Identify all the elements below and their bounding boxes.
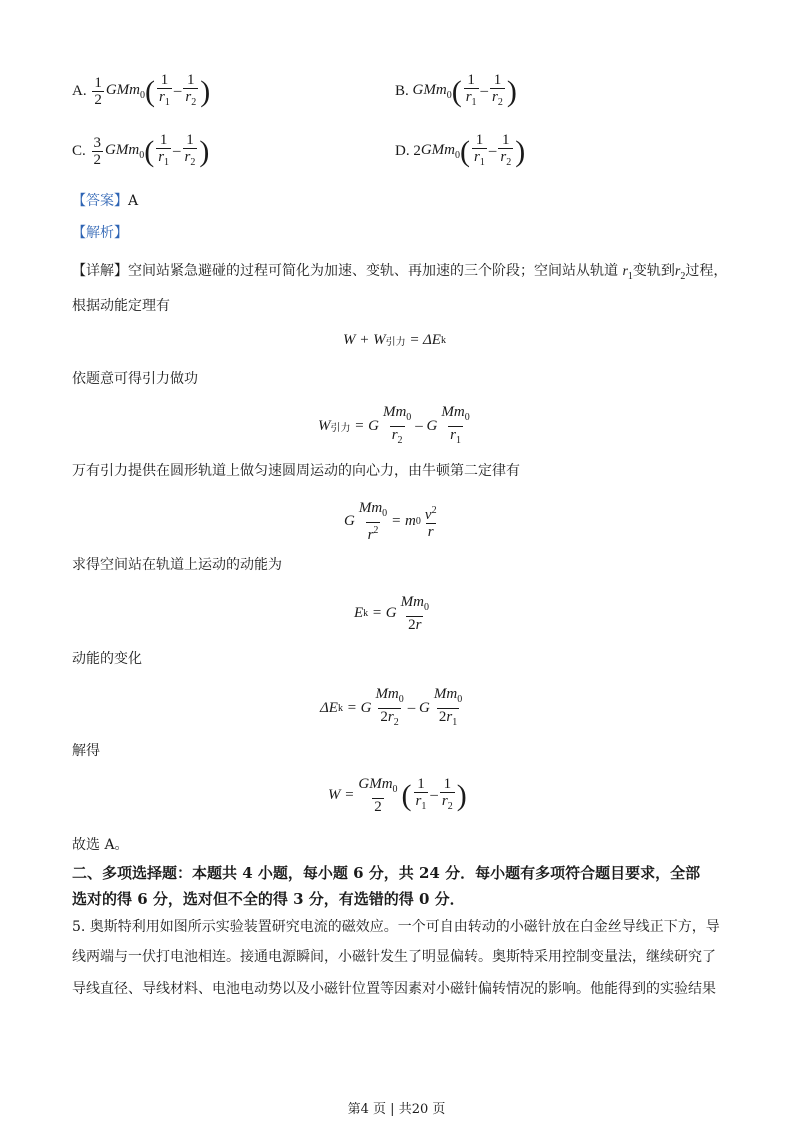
footer-total: 共20 页	[398, 1102, 446, 1117]
option-d: D. 2 GMm$_0$ ( $\frac{1}{r_1}$ – $\frac{1}{r_2}$ )	[395, 132, 525, 171]
detail-line-7: 解得	[72, 743, 100, 759]
detail-line-8: 故选 A。	[72, 837, 129, 853]
detail-line-5: 求得空间站在轨道上运动的动能为	[72, 557, 282, 573]
equation-kinetic-energy: E k = G $\frac{Mm_0}{2r}$	[354, 594, 429, 633]
option-d-label: D.	[395, 143, 410, 159]
option-b: B. GMm$_0$ ( $\frac{1}{r_1}$ – $\frac{1}{r_2}$ )	[395, 72, 517, 111]
detail-tag: 【详解】	[72, 263, 128, 279]
detail-line-3: 依题意可得引力做功	[72, 371, 198, 387]
option-c: C. $\frac{3}{2}$ GMm$_0$ ( $\frac{1}{r_1}$ – $\frac{1}{r_2}$ )	[72, 132, 209, 171]
section2-heading-line1: 二、多项选择题：本题共 4 小题，每小题 6 分，共 24 分．每小题有多项符合题目要求，全部	[72, 864, 701, 882]
equation-kinetic-change: ΔE k = G $\frac{Mm_0}{2r_2}$ – G $\frac{Mm_0}{2r_1}$	[320, 686, 466, 731]
detail-line-6: 动能的变化	[72, 651, 142, 667]
option-a-label: A.	[72, 83, 87, 99]
answer-value: A	[128, 193, 139, 209]
option-c-label: C.	[72, 143, 86, 159]
page-footer	[0, 1098, 793, 1117]
answer-line	[72, 192, 138, 210]
equation-centripetal: G $\frac{Mm_0}{r^2}$ = m 0 $\frac{v^2}{r}$	[344, 500, 437, 543]
q5-line3: 导线直径、导线材料、电池电动势以及小磁针位置等因素对小磁针偏转情况的影响。他能得到的实验结果	[72, 981, 716, 997]
detail-line-4: 万有引力提供在圆形轨道上做匀速圆周运动的向心力，由牛顿第二定律有	[72, 463, 520, 479]
detail-line-1: 【详解】空间站紧急避碰的过程可简化为加速、变轨、再加速的三个阶段；空间站从轨道 $r_1$变轨到$r_2$过程，	[72, 263, 728, 282]
q5-line2: 线两端与一伏打电池相连。接通电源瞬间，小磁针发生了明显偏转。奥斯特采用控制变量法，继续研究了	[72, 949, 716, 965]
section2-heading-line2: 选对的得 6 分，选对但不全的得 3 分，有选错的得 0 分．	[72, 890, 465, 908]
q5-line1: 5. 奥斯特利用如图所示实验装置研究电流的磁效应。一个可自由转动的小磁针放在白金丝导线正下方，导	[72, 919, 720, 935]
answer-tag: 【答案】	[72, 193, 128, 209]
analysis-tag: 【解析】	[72, 225, 128, 241]
equation-result: W = $\frac{GMm_0}{2}$ ( $\frac{1}{r_1}$ – $\frac{1}{r_2}$ )	[328, 776, 467, 815]
detail-line-2: 根据动能定理有	[72, 298, 170, 314]
equation-work-energy: W + W 引力 = ΔE k	[343, 332, 446, 348]
option-b-label: B.	[395, 83, 409, 99]
equation-gravity-work: W 引力 = G $\frac{Mm_0}{r_2}$ – G $\frac{Mm_0}{r_1}$	[318, 404, 474, 449]
footer-page: 第4 页	[347, 1102, 387, 1117]
option-a: A. $\frac{1}{2}$ GMm$_0$ ( $\frac{1}{r_1}$ – $\frac{1}{r_2}$ )	[72, 72, 210, 111]
footer-sep: |	[390, 1102, 395, 1117]
